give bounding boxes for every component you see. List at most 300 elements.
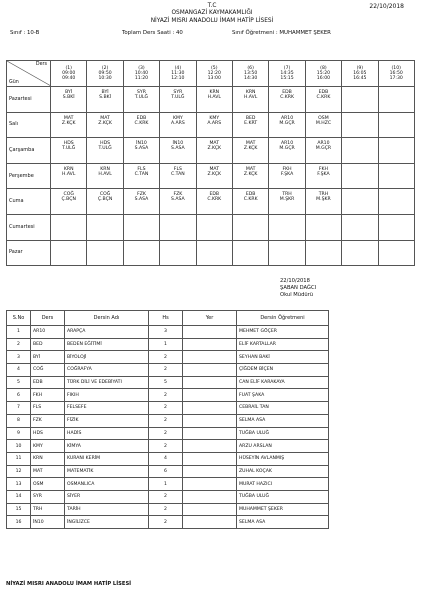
lesson-cell (196, 87, 232, 113)
row-number: 5 (7, 376, 31, 389)
period-end: 16:45 (353, 76, 367, 81)
lesson-teacher: MUHAMMET ŞEKER (237, 503, 329, 516)
lesson-code: BED (31, 338, 65, 351)
lesson-name: BEDEN EĞİTİMİ (65, 338, 149, 351)
lesson-name: TÜRK DİLİ VE EDEBİYATI (65, 376, 149, 389)
lesson-teacher: Z.KÇK (98, 120, 112, 126)
lesson-hours: 2 (149, 414, 183, 427)
lesson-code: OSM (31, 478, 65, 491)
lesson-code: COĞ (99, 192, 111, 198)
lesson-cell (160, 87, 196, 113)
lesson-teacher: S.BKİ (62, 95, 75, 100)
lesson-teacher: A.ARS (207, 120, 222, 126)
table-row (7, 427, 329, 440)
day-name: Pazartesi (7, 87, 51, 113)
lesson-code: KRN (31, 452, 65, 465)
lesson-teacher: M.ŞKR (316, 197, 331, 203)
lesson-code: İN10 (136, 141, 147, 147)
lesson-teacher: Z.KÇK (243, 146, 258, 152)
lesson-cell (51, 112, 87, 138)
lesson-name: MATEMATİK (65, 465, 149, 478)
lesson-teacher: SEYHAN BAKİ (237, 351, 329, 364)
day-name: Perşembe (7, 163, 51, 189)
lesson-teacher: TUĞBA ULUĞ (237, 427, 329, 440)
lesson-cell (196, 214, 232, 240)
lessons-column-header: Yer (183, 311, 237, 326)
lesson-hours: 2 (149, 440, 183, 453)
lesson-cell (232, 189, 268, 215)
lesson-hours: 1 (149, 338, 183, 351)
lesson-name: ARAPÇA (65, 326, 149, 339)
lesson-code: FZK (31, 414, 65, 427)
day-row (7, 163, 415, 189)
lesson-code: İN10 (31, 516, 65, 529)
row-number: 9 (7, 427, 31, 440)
row-number: 13 (7, 478, 31, 491)
lessons-column-header: Dersin Öğretmeni (237, 311, 329, 326)
lesson-hours: 2 (149, 351, 183, 364)
day-name: Cuma (7, 189, 51, 215)
lesson-teacher: M.GÇR (279, 146, 295, 152)
lesson-code: MAT (209, 166, 220, 172)
period-no: (9) (356, 66, 364, 71)
period-end: 17:30 (389, 76, 403, 81)
lesson-teacher: ZUHAL KOÇAK (237, 465, 329, 478)
lesson-cell (269, 189, 305, 215)
lesson-teacher: CAN ELİF KARAKAYA (237, 376, 329, 389)
lesson-teacher: ARZU ARSLAN (237, 440, 329, 453)
lesson-cell (378, 163, 414, 189)
table-row (7, 503, 329, 516)
lesson-cell (232, 240, 268, 266)
lesson-cell (87, 214, 123, 240)
lesson-teacher: T.ULĞ (134, 95, 149, 100)
lesson-code: SYR (173, 90, 183, 95)
header-date: 22/10/2018 (369, 3, 404, 10)
row-number: 10 (7, 440, 31, 453)
table-row (7, 465, 329, 478)
row-number: 3 (7, 351, 31, 364)
lesson-code: HDS (31, 427, 65, 440)
lesson-code: AR10 (31, 326, 65, 339)
header-district: OSMANGAZİ KAYMAKAMLIĞI (171, 10, 253, 16)
lesson-place (183, 503, 237, 516)
row-number: 16 (7, 516, 31, 529)
lesson-teacher: Ç.BÇN (97, 197, 113, 203)
lesson-code: KMY (209, 115, 220, 121)
period-no: (5) (211, 66, 218, 71)
day-name: Cumartesi (7, 214, 51, 240)
lesson-code: EDB (282, 90, 292, 95)
lesson-cell (269, 87, 305, 113)
lesson-cell (269, 138, 305, 164)
lesson-cell (378, 112, 414, 138)
lesson-name: KURANI KERİM (65, 452, 149, 465)
header-class: Sınıf : 10-B (10, 30, 40, 36)
lesson-code: SYR (31, 490, 65, 503)
lesson-code: AR10 (280, 115, 294, 121)
row-number: 11 (7, 452, 31, 465)
lesson-cell (196, 138, 232, 164)
lesson-hours: 2 (149, 364, 183, 377)
table-row (7, 452, 329, 465)
lesson-place (183, 490, 237, 503)
lesson-teacher: ELİF KARTALLAR (237, 338, 329, 351)
lesson-place (183, 376, 237, 389)
lesson-teacher: C.KRK (243, 197, 258, 203)
lesson-code: FKH (31, 389, 65, 402)
lesson-hours: 5 (149, 376, 183, 389)
period-end: 16:00 (316, 76, 331, 81)
lesson-cell (160, 138, 196, 164)
lesson-code: BYİ (65, 90, 73, 95)
lesson-name: FİZİK (65, 414, 149, 427)
lesson-code: MAT (100, 115, 110, 121)
lesson-teacher: M.GÇR (279, 120, 295, 126)
day-row (7, 112, 415, 138)
lesson-teacher: HÜSEYİN AVLANMIŞ (237, 452, 329, 465)
lesson-code: KMY (172, 115, 183, 121)
lesson-teacher: SELMA ASA (237, 516, 329, 529)
lesson-code: EDB (318, 90, 329, 95)
lesson-teacher: F.ŞKA (317, 171, 330, 177)
lesson-cell (196, 112, 232, 138)
lesson-cell (123, 189, 159, 215)
lesson-cell (123, 240, 159, 266)
lesson-cell (342, 189, 378, 215)
lesson-teacher: C.KRK (316, 95, 331, 100)
lesson-teacher: TUĞBA ULUĞ (237, 490, 329, 503)
lesson-code: BYİ (101, 90, 109, 95)
period-header (160, 61, 196, 87)
schedule-corner (7, 61, 51, 87)
period-end: 15:15 (280, 76, 294, 81)
table-row (7, 389, 329, 402)
lesson-code: MAT (209, 141, 220, 147)
lesson-cell (87, 240, 123, 266)
lesson-code: TRH (282, 192, 292, 198)
lesson-code: HDS (63, 141, 74, 147)
period-header (269, 61, 305, 87)
lesson-code: KRN (100, 166, 110, 172)
lesson-place (183, 452, 237, 465)
lesson-place (183, 326, 237, 339)
period-start: 09:50 (98, 71, 112, 76)
row-number: 2 (7, 338, 31, 351)
lesson-teacher: S.ASA (134, 146, 149, 152)
lesson-place (183, 465, 237, 478)
lesson-cell (87, 138, 123, 164)
lesson-code: FZK (137, 192, 146, 198)
lesson-code: TRH (318, 192, 329, 198)
lesson-code: MAT (245, 166, 256, 172)
lesson-cell (123, 87, 159, 113)
lesson-name: COĞRAFYA (65, 364, 149, 377)
lesson-place (183, 402, 237, 415)
day-row (7, 214, 415, 240)
period-end: 13:00 (207, 76, 221, 81)
lesson-name: FIKIH (65, 389, 149, 402)
lesson-place (183, 427, 237, 440)
lessons-header-row (7, 311, 329, 326)
lesson-code: İN10 (172, 141, 184, 147)
lesson-cell (378, 189, 414, 215)
lesson-cell (232, 87, 268, 113)
lesson-teacher: C.TAN (134, 171, 149, 177)
lesson-teacher: SELMA ASA (237, 414, 329, 427)
lesson-teacher: C.KRK (207, 197, 222, 203)
lesson-code: MAT (245, 141, 256, 147)
period-header (342, 61, 378, 87)
row-number: 15 (7, 503, 31, 516)
period-header (232, 61, 268, 87)
lesson-teacher: CEBRAİL TAN (237, 402, 329, 415)
lesson-hours: 4 (149, 452, 183, 465)
lesson-teacher: H.AVL (243, 95, 258, 100)
lesson-name: SİYER (65, 490, 149, 503)
lesson-teacher: MURAT HAZICI (237, 478, 329, 491)
lesson-cell (87, 163, 123, 189)
lesson-code: FZK (173, 192, 183, 198)
lesson-cell (87, 112, 123, 138)
period-start: 11:30 (171, 71, 185, 76)
period-header (87, 61, 123, 87)
lesson-teacher: C.KRK (280, 95, 294, 100)
lesson-cell (232, 112, 268, 138)
lesson-code: BED (245, 115, 256, 121)
lesson-teacher: S.ASA (171, 146, 185, 152)
lesson-hours: 2 (149, 427, 183, 440)
lesson-teacher: Z.KÇK (207, 146, 222, 152)
lesson-cell (269, 112, 305, 138)
header-tc: T.C (207, 3, 217, 9)
lesson-name: İNGİLİZCE (65, 516, 149, 529)
lesson-name: OSMANLICA (65, 478, 149, 491)
lesson-cell (342, 112, 378, 138)
lesson-code: MAT (31, 465, 65, 478)
lessons-column-header: Hs (149, 311, 183, 326)
lesson-cell (305, 138, 341, 164)
lesson-place (183, 516, 237, 529)
lesson-code: BYİ (31, 351, 65, 364)
lesson-teacher: FUAT ŞAKA (237, 389, 329, 402)
lessons-table (6, 310, 329, 529)
lesson-teacher: C.TAN (171, 171, 185, 177)
period-end: 14:30 (244, 76, 258, 81)
lesson-cell (342, 163, 378, 189)
lesson-cell (269, 163, 305, 189)
period-no: (6) (247, 66, 254, 71)
period-end: 12:10 (171, 76, 185, 81)
lesson-teacher: S.ASA (134, 197, 149, 203)
table-row (7, 338, 329, 351)
table-row (7, 402, 329, 415)
day-name: Salı (7, 112, 51, 138)
lesson-cell (305, 240, 341, 266)
lesson-cell (342, 87, 378, 113)
lesson-code: KMY (31, 440, 65, 453)
table-row (7, 440, 329, 453)
lesson-cell (305, 214, 341, 240)
row-number: 4 (7, 364, 31, 377)
lesson-cell (51, 87, 87, 113)
lesson-cell (232, 163, 268, 189)
lesson-cell (87, 189, 123, 215)
period-no: (4) (174, 66, 182, 71)
row-number: 7 (7, 402, 31, 415)
footer-school: NİYAZİ MISRI ANADOLU İMAM HATİP LİSESİ (6, 581, 132, 587)
lesson-teacher: H.AVL (98, 171, 112, 177)
lesson-teacher: F.ŞKA (280, 171, 294, 177)
lesson-place (183, 478, 237, 491)
period-start: 12:20 (207, 71, 221, 76)
corner-ders-label: Ders (35, 62, 47, 67)
lesson-cell (378, 240, 414, 266)
period-end: 09:40 (62, 76, 76, 81)
period-no: (3) (138, 66, 145, 71)
lesson-cell (123, 138, 159, 164)
lesson-cell (232, 138, 268, 164)
lesson-teacher: Z.KÇK (61, 120, 76, 126)
lesson-teacher: A.ARS (170, 120, 185, 126)
lesson-teacher: S.BKİ (99, 95, 112, 100)
lesson-cell (51, 163, 87, 189)
lesson-cell (123, 163, 159, 189)
lesson-teacher: M.ŞKR (279, 197, 295, 203)
lesson-cell (160, 163, 196, 189)
lessons-column-header: S.No (7, 311, 31, 326)
lesson-cell (269, 214, 305, 240)
lesson-code: KRN (63, 166, 74, 172)
period-start: 13:50 (244, 71, 258, 76)
period-end: 11:20 (134, 76, 149, 81)
day-row (7, 138, 415, 164)
lesson-cell (305, 163, 341, 189)
lesson-name: HADİS (65, 427, 149, 440)
lesson-hours: 6 (149, 465, 183, 478)
lesson-code: EDB (136, 115, 147, 121)
lesson-code: EDB (245, 192, 256, 198)
lesson-teacher: M.GÇR (315, 146, 332, 152)
lesson-cell (232, 214, 268, 240)
period-no: (8) (320, 66, 327, 71)
table-row (7, 351, 329, 364)
lesson-code: AR10 (280, 141, 294, 147)
lesson-teacher: H.AVL (62, 171, 76, 177)
table-row (7, 326, 329, 339)
lesson-teacher: Z.KÇK (207, 171, 222, 177)
lesson-teacher: C.KRK (134, 120, 149, 126)
lesson-code: FKH (318, 166, 328, 172)
lesson-teacher: Ç.BÇN (61, 197, 76, 203)
period-no: (1) (65, 66, 72, 71)
lesson-cell (123, 112, 159, 138)
lesson-place (183, 389, 237, 402)
table-row (7, 478, 329, 491)
lesson-cell (269, 240, 305, 266)
lesson-teacher: H.AVL (207, 95, 221, 100)
lesson-code: COĞ (63, 192, 74, 198)
row-number: 8 (7, 414, 31, 427)
lesson-cell (196, 240, 232, 266)
period-start: 14:35 (280, 71, 294, 76)
lesson-teacher: T.ULĞ (62, 146, 76, 152)
corner-gun-label: Gün (9, 80, 19, 85)
lesson-hours: 2 (149, 503, 183, 516)
period-start: 15:20 (316, 71, 331, 76)
lesson-place (183, 414, 237, 427)
table-row (7, 414, 329, 427)
table-row (7, 376, 329, 389)
lesson-hours: 2 (149, 389, 183, 402)
lesson-name: FELSEFE (65, 402, 149, 415)
period-header (123, 61, 159, 87)
lesson-place (183, 351, 237, 364)
lesson-code: FKH (282, 166, 292, 172)
lesson-name: TARİH (65, 503, 149, 516)
lesson-cell (160, 112, 196, 138)
lesson-teacher: T.ULĞ (98, 146, 112, 152)
lesson-teacher: S.ASA (171, 197, 185, 203)
row-number: 12 (7, 465, 31, 478)
lesson-cell (196, 163, 232, 189)
lessons-column-header: Dersin Adı (65, 311, 149, 326)
table-row (7, 516, 329, 529)
header-school: NİYAZİ MISRI ANADOLU İMAM HATİP LİSESİ (150, 18, 274, 24)
row-number: 6 (7, 389, 31, 402)
day-name: Pazar (7, 240, 51, 266)
period-start: 09:00 (62, 71, 76, 76)
lesson-code: COĞ (31, 364, 65, 377)
lesson-name: KİMYA (65, 440, 149, 453)
period-no: (7) (283, 66, 291, 71)
period-header (196, 61, 232, 87)
lesson-cell (160, 189, 196, 215)
lesson-code: KRN (245, 90, 256, 95)
lesson-cell (196, 189, 232, 215)
lesson-cell (378, 87, 414, 113)
lesson-cell (342, 214, 378, 240)
table-row (7, 490, 329, 503)
lesson-hours: 2 (149, 490, 183, 503)
lesson-code: AR10 (317, 141, 330, 147)
signature-name: ŞABAN DAĞCI (280, 285, 317, 291)
lesson-cell (342, 138, 378, 164)
lesson-cell (305, 87, 341, 113)
period-no: (10) (391, 66, 401, 71)
lesson-place (183, 440, 237, 453)
lesson-code: MAT (63, 115, 74, 121)
lesson-cell (160, 240, 196, 266)
lesson-teacher: M.HZC (315, 120, 332, 126)
lesson-teacher: Z.KÇK (243, 171, 258, 177)
period-header (305, 61, 341, 87)
lesson-code: HDS (100, 141, 111, 147)
lesson-cell (123, 214, 159, 240)
header-teacher: Sınıf Öğretmeni : MUHAMMET ŞEKER (232, 30, 331, 36)
lesson-cell (305, 189, 341, 215)
lesson-cell (160, 214, 196, 240)
lesson-cell (305, 112, 341, 138)
row-number: 14 (7, 490, 31, 503)
lesson-code: SYR (137, 90, 146, 95)
lesson-code: KRN (209, 90, 220, 95)
lesson-code: EDB (31, 376, 65, 389)
table-row (7, 364, 329, 377)
lesson-cell (51, 189, 87, 215)
period-start: 10:40 (134, 71, 149, 76)
lesson-code: FLS (137, 166, 146, 172)
